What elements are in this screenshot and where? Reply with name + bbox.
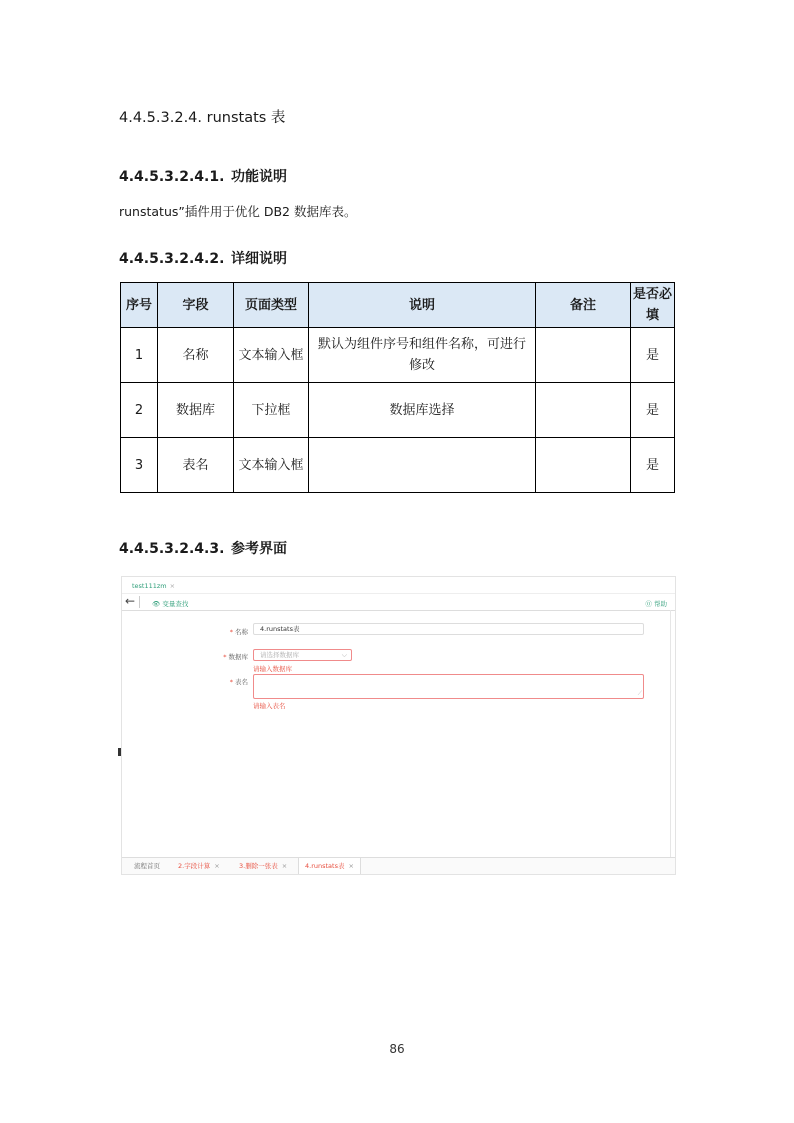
- bottom-tab-bar: [122, 857, 675, 874]
- name-label: [230, 627, 248, 636]
- cell-required: 是: [631, 438, 675, 493]
- header-page-type: 页面类型: [234, 283, 309, 328]
- database-placeholder: 请选择数据库: [260, 651, 299, 659]
- subsection-reference-ui: [119, 538, 287, 558]
- table-name-error: 请输入表名: [253, 702, 286, 710]
- scrollbar[interactable]: [670, 610, 671, 860]
- header-description: 说明: [309, 283, 536, 328]
- cell-page-type: 下拉框: [234, 383, 309, 438]
- cell-remark: [536, 383, 631, 438]
- cell-remark: [536, 328, 631, 383]
- header-seq: 序号: [121, 283, 158, 328]
- subsection-title: 参考界面: [231, 541, 287, 557]
- cell-field: 表名: [158, 438, 234, 493]
- reference-screenshot: [121, 576, 676, 875]
- subsection-number: 4.4.5.3.2.4.3.: [119, 541, 225, 557]
- close-icon[interactable]: ×: [281, 862, 288, 870]
- database-label: [223, 652, 248, 661]
- page-number: 86: [389, 1042, 405, 1056]
- label-text: 表名: [235, 678, 248, 686]
- required-mark: *: [223, 653, 227, 661]
- label-text: 名称: [235, 628, 248, 636]
- tab-label: 2.字段计算: [178, 862, 211, 870]
- variable-search-button[interactable]: 👁 变量查找: [152, 600, 189, 608]
- label-text: 数据库: [228, 653, 248, 661]
- cell-page-type: 文本输入框: [234, 438, 309, 493]
- header-required: 是否必填: [631, 283, 675, 328]
- header-field: 字段: [158, 283, 234, 328]
- table-row: [121, 328, 675, 383]
- close-icon[interactable]: ×: [348, 862, 354, 870]
- table-row: [121, 438, 675, 493]
- bottom-tab-runstats[interactable]: [298, 858, 361, 874]
- cell-remark: [536, 438, 631, 493]
- required-mark: *: [229, 628, 233, 636]
- database-error: 请输入数据库: [253, 665, 292, 673]
- divider: [139, 596, 140, 608]
- database-select[interactable]: [253, 649, 352, 661]
- close-icon[interactable]: ×: [169, 582, 176, 590]
- table-name-textarea[interactable]: [253, 674, 644, 699]
- subsection-number: 4.4.5.3.2.4.2.: [119, 251, 225, 267]
- field-spec-table: [120, 282, 675, 493]
- bottom-tab-field-calc[interactable]: [172, 858, 226, 874]
- top-tab-label: test111zm: [132, 582, 167, 590]
- bottom-tab-flow-home[interactable]: [128, 858, 166, 874]
- cell-seq: 1: [121, 328, 158, 383]
- name-input-value: 4.runstats表: [260, 625, 300, 633]
- tab-label: 3.删除一张表: [239, 862, 278, 870]
- chevron-down-icon: ⌵: [341, 651, 347, 659]
- bottom-tab-delete-table[interactable]: [233, 858, 293, 874]
- table-row: [121, 383, 675, 438]
- cell-required: 是: [631, 383, 675, 438]
- cell-description: [309, 438, 536, 493]
- subsection-function: [119, 166, 287, 186]
- cell-field: 数据库: [158, 383, 234, 438]
- cell-seq: 2: [121, 383, 158, 438]
- cell-required: 是: [631, 328, 675, 383]
- header-remark: 备注: [536, 283, 631, 328]
- cell-page-type: 文本输入框: [234, 328, 309, 383]
- top-tab-bar: [122, 577, 675, 594]
- cell-field: 名称: [158, 328, 234, 383]
- name-input[interactable]: [253, 623, 644, 635]
- resize-handle-icon[interactable]: ⟋: [637, 690, 642, 697]
- section-title: 4.4.5.3.2.4. runstats 表: [119, 110, 286, 126]
- top-tab[interactable]: [132, 582, 175, 590]
- subsection-title: 详细说明: [231, 251, 287, 267]
- subsection-detail: [119, 248, 287, 268]
- back-arrow-icon[interactable]: ←: [125, 594, 136, 608]
- tab-label: 流程首页: [134, 862, 160, 870]
- cell-description: 数据库选择: [309, 383, 536, 438]
- close-icon[interactable]: ×: [214, 862, 220, 870]
- description-paragraph: runstatus”插件用于优化 DB2 数据库表。: [119, 204, 357, 219]
- required-mark: *: [229, 678, 233, 686]
- cell-seq: 3: [121, 438, 158, 493]
- tab-label: 4.runstats表: [305, 862, 345, 870]
- table-name-label: [230, 677, 248, 686]
- subsection-title: 功能说明: [231, 169, 287, 185]
- table-header-row: [121, 283, 675, 328]
- subsection-number: 4.4.5.3.2.4.1.: [119, 169, 225, 185]
- help-button[interactable]: ⓪ 帮助: [645, 600, 667, 608]
- toolbar: [122, 594, 675, 611]
- cell-description: 默认为组件序号和组件名称，可进行修改: [309, 328, 536, 383]
